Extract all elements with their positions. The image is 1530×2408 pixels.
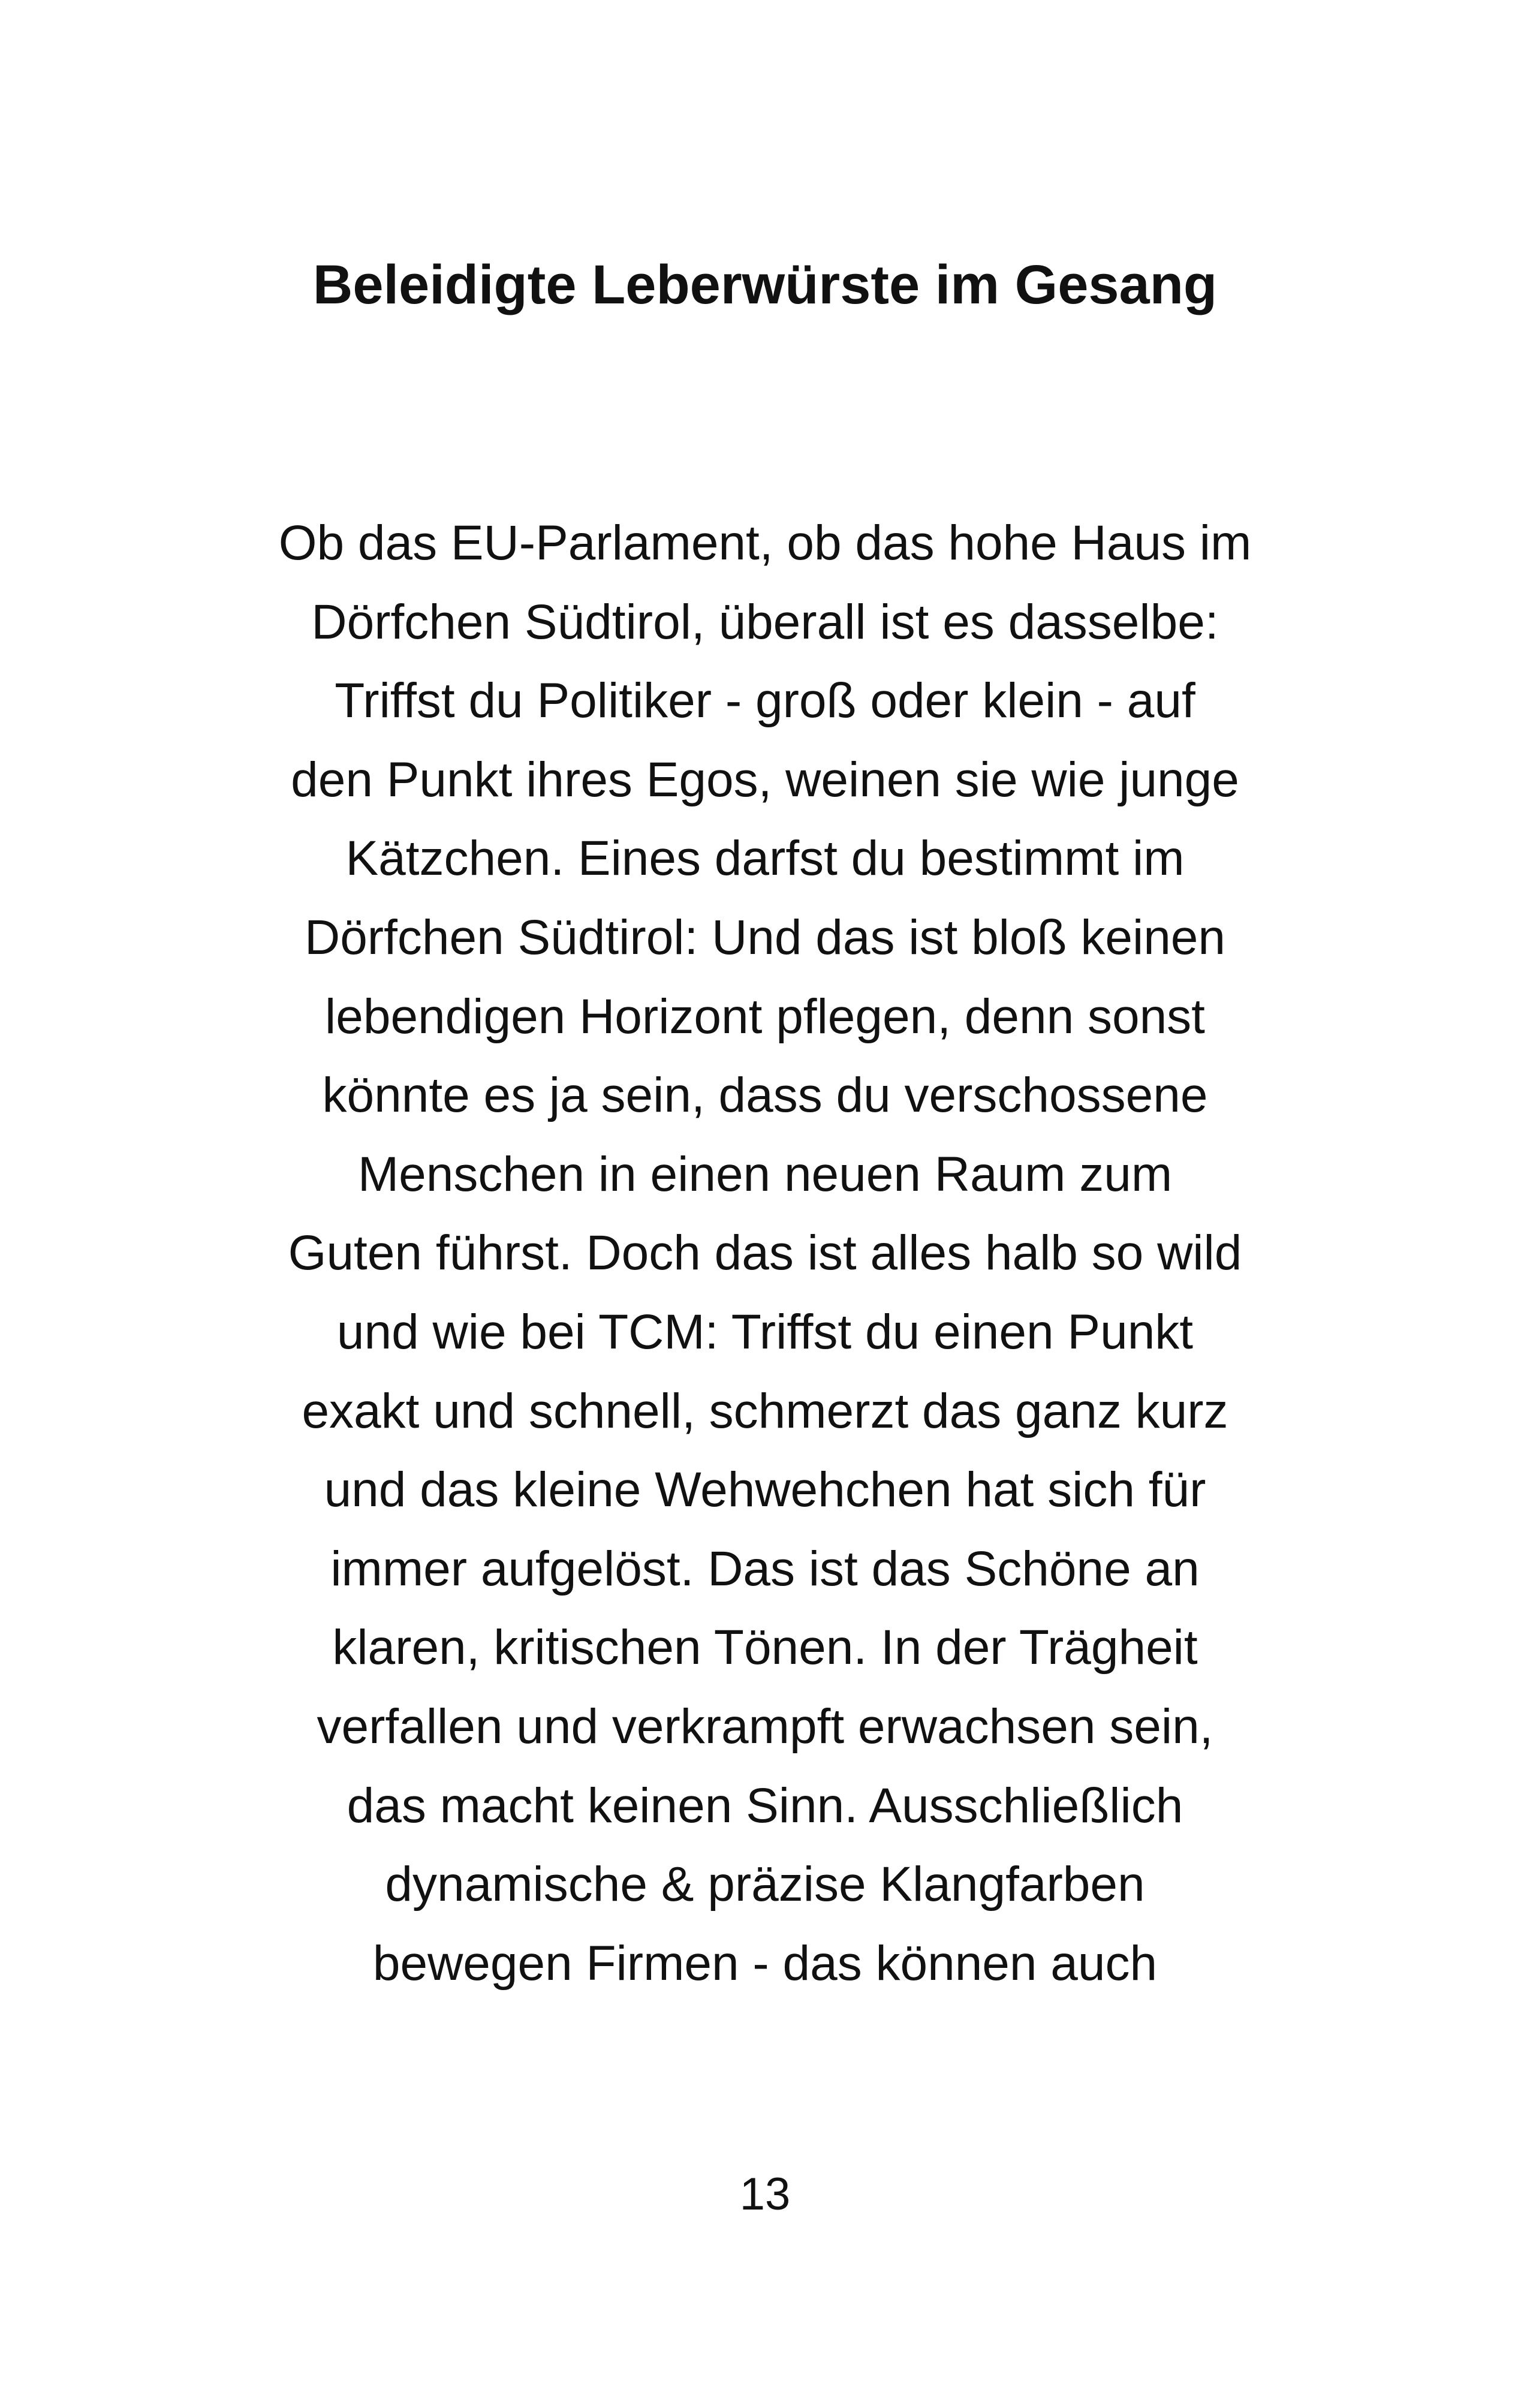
text-line: bewegen Firmen - das können auch bbox=[372, 1936, 1158, 1991]
text-line: und das kleine Wehwehchen hat sich für bbox=[324, 1462, 1206, 1518]
text-line: und wie bei TCM: Triffst du einen Punkt bbox=[336, 1304, 1194, 1359]
text-line: verfallen und verkrampft erwachsen sein, bbox=[317, 1699, 1213, 1754]
text-line: Kätzchen. Eines darfst du bestimmt im bbox=[345, 831, 1185, 886]
text-line: könnte es ja sein, dass du verschossene bbox=[322, 1068, 1208, 1123]
text-line: Menschen in einen neuen Raum zum bbox=[357, 1146, 1173, 1202]
text-line: lebendigen Horizont pflegen, denn sonst bbox=[325, 989, 1205, 1044]
text-line: klaren, kritischen Tönen. In der Trägheit bbox=[332, 1620, 1198, 1675]
page-number: 13 bbox=[739, 2169, 791, 2220]
text-line: das macht keinen Sinn. Ausschließlich bbox=[347, 1778, 1183, 1833]
text-line: Triffst du Politiker - groß oder klein - auf bbox=[335, 673, 1195, 729]
text-line: den Punkt ihres Egos, weinen sie wie junge bbox=[291, 752, 1239, 807]
text-line: Ob das EU-Parlament, ob das hohe Haus im bbox=[278, 516, 1252, 570]
text-line: Dörfchen Südtirol, überall ist es dasselbe: bbox=[311, 594, 1219, 649]
chapter-title: Beleidigte Leberwürste im Gesang bbox=[312, 254, 1218, 315]
text-line: immer aufgelöst. Das ist das Schöne an bbox=[330, 1541, 1200, 1596]
body-paragraph bbox=[0, 504, 1530, 2003]
text-line: Guten führst. Doch das ist alles halb so wild bbox=[288, 1226, 1242, 1281]
text-line: exakt und schnell, schmerzt das ganz kurz bbox=[302, 1383, 1228, 1438]
text-line: Dörfchen Südtirol: Und das ist bloß keinen bbox=[304, 910, 1226, 965]
text-line: dynamische & präzise Klangfarben bbox=[385, 1857, 1145, 1912]
